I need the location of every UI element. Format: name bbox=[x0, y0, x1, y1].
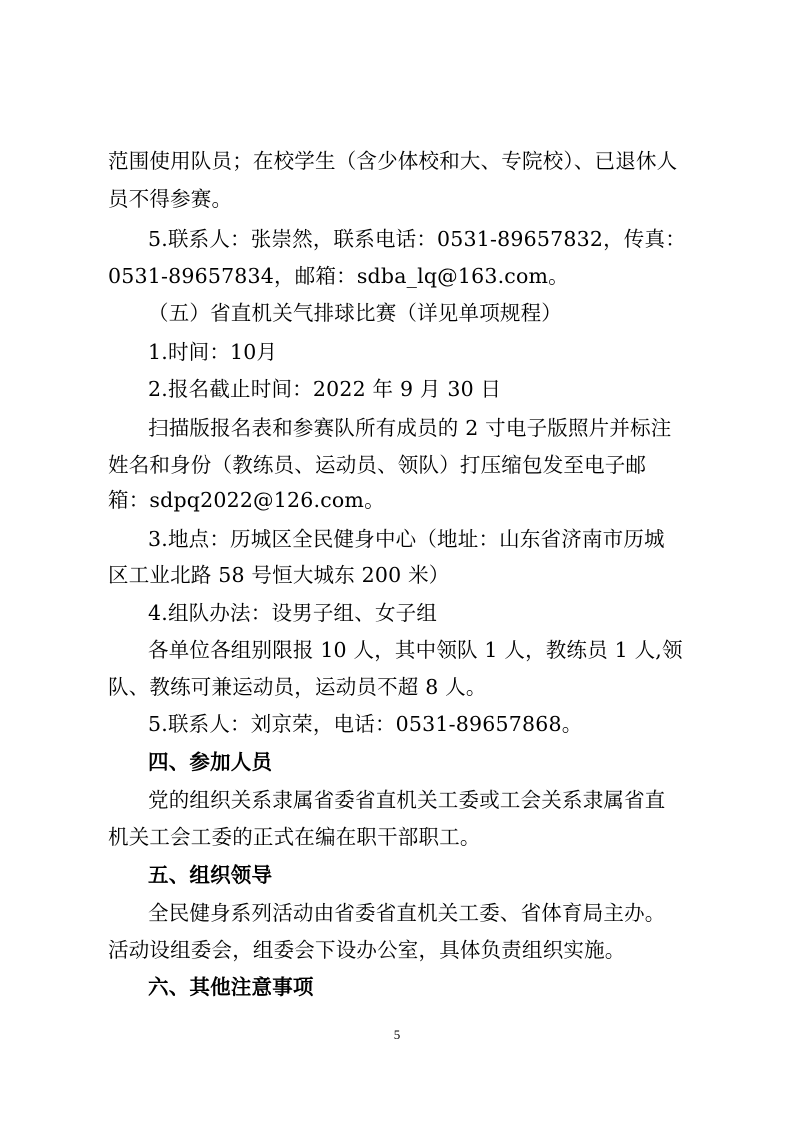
text-line: 全民健身系列活动由省委省直机关工委、省体育局主办。 bbox=[148, 901, 666, 925]
text-line: 4.组队办法：设男子组、女子组 bbox=[148, 601, 438, 625]
text-line: 党的组织关系隶属省委省直机关工委或工会关系隶属省直 bbox=[148, 788, 666, 812]
section-heading: 六、其他注意事项 bbox=[148, 975, 314, 999]
text-line: 员不得参赛。 bbox=[108, 187, 233, 211]
text-line: 活动设组委会，组委会下设办公室，具体负责组织实施。 bbox=[108, 938, 626, 962]
text-line: 扫描版报名表和参赛队所有成员的 2 寸电子版照片并标注 bbox=[148, 416, 672, 440]
text-line: 机关工会工委的正式在编在职干部职工。 bbox=[108, 825, 481, 849]
contact-line: 5.联系人：张崇然，联系电话：0531-89657832，传真： bbox=[148, 227, 686, 251]
section-heading: 四、参加人员 bbox=[148, 750, 273, 774]
email-line: 箱：sdpq2022@126.com。 bbox=[108, 488, 385, 512]
text-line: 范围使用队员；在校学生（含少体校和大、专院校）、已退休人 bbox=[108, 149, 678, 173]
text-line: 姓名和身份（教练员、运动员、领队）打压缩包发至电子邮 bbox=[108, 453, 647, 477]
text-line: 1.时间：10月 bbox=[148, 340, 278, 364]
text-line: 队、教练可兼运动员，运动员不超 8 人。 bbox=[108, 675, 487, 699]
section-heading: 五、组织领导 bbox=[148, 863, 273, 887]
contact-line: 5.联系人：刘京荣，电话：0531-89657868。 bbox=[148, 712, 583, 736]
text-line: 3.地点：历城区全民健身中心（地址：山东省济南市历城 bbox=[148, 527, 665, 551]
text-line: 区工业北路 58 号恒大城东 200 米） bbox=[108, 563, 450, 587]
text-line: 各单位各组别限报 10 人，其中领队 1 人，教练员 1 人,领 bbox=[148, 638, 683, 662]
page-number: 5 bbox=[393, 1027, 401, 1042]
section-subheading: （五）省直机关气排球比赛（详见单项规程） bbox=[148, 301, 562, 325]
text-line: 2.报名截止时间：2022 年 9 月 30 日 bbox=[148, 377, 502, 401]
contact-line: 0531-89657834，邮箱：sdba_lq@163.com。 bbox=[108, 264, 569, 288]
